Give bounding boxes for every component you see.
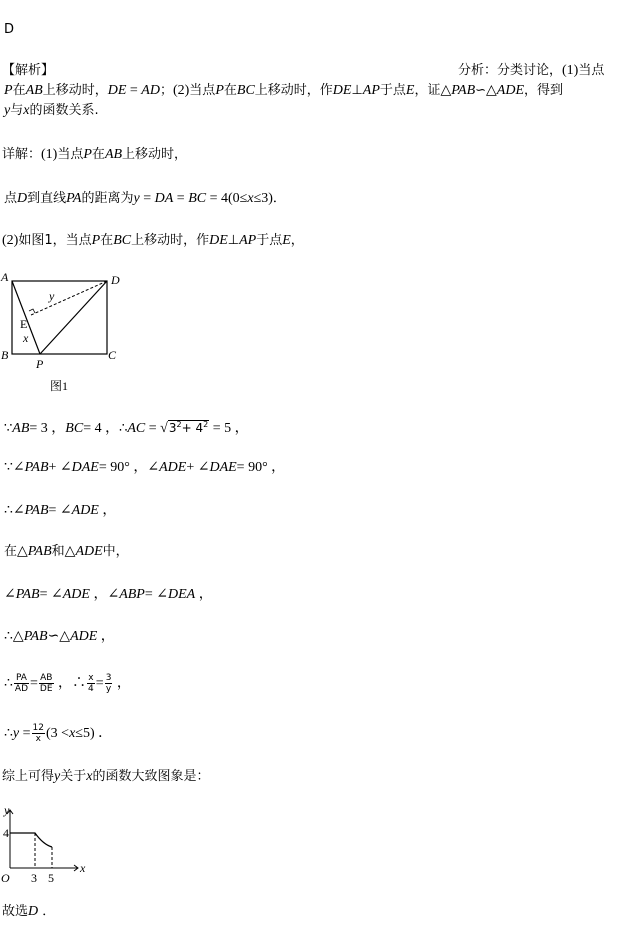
label-b: B [1,348,9,362]
analysis-line-3: y与x的函数关系. [4,103,99,118]
angle-line-1: ∵∠PAB+ ∠DAE= 90° ，∠ADE+ ∠DAE= 90° ， [4,460,286,475]
function-curve [10,833,52,847]
case2-line: (2)如图1，当点P在BC上移动时，作DE⊥AP于点E， [2,233,304,248]
equal-angles-line: ∠PAB= ∠ADE ，∠ABP= ∠DEA ， [4,587,213,602]
distance-line: 点D到直线PA的距离为y = DA = BC = 4(0≤x≤3)． [4,191,286,206]
label-y: y [49,289,55,303]
label-d: D [111,273,120,287]
graph-tick-5: 5 [48,871,54,885]
label-c: C [108,348,117,362]
graph-y-label: y [4,803,10,817]
summary-line: 综上可得y关于x的函数大致图象是： [2,769,210,784]
graph-tick-4: 4 [3,826,9,840]
ac-line: ∵AB= 3 ，BC= 4 ，∴AC = $√3^2+ 4^2 = 5$ ， [4,420,249,436]
final-answer: 故选D ． [2,904,56,919]
figure-1 [0,268,130,398]
ratio-line: ∴ $\frac{PA}{AD}$ = $\frac{AB}{DE}$ ，∴ $\frac{x}{4}$ = $\frac{3}{y}$ ， [4,673,131,694]
similar-line: ∴△PAB∽△ADE ， [4,629,115,644]
function-line: ∴y = $\frac{12}{x}$ (3 <x≤5) ． [4,723,113,744]
analysis-line-2: P在AB上移动时，DE = AD；(2)当点P在BC上移动时，作DE⊥AP于点E，证△PAB∽△ADE，得到 [4,83,564,98]
label-e: E [20,317,28,331]
right-angle-mark [29,309,35,313]
angle-line-2: ∴∠PAB= ∠ADE ， [4,503,117,518]
label-a: A [1,270,9,284]
graph-origin: O [1,871,10,885]
answer-letter: D [4,22,15,37]
graph-x-label: x [80,861,86,875]
segment-de [31,281,107,315]
label-p: P [36,357,44,371]
figure-caption: 图1 [50,379,69,393]
function-graph [0,800,100,890]
label-x: x [23,331,29,345]
detail-line: 详解：(1)当点P在AB上移动时， [2,147,188,162]
analysis-label: 【解析】 [2,63,55,78]
analysis-text: 分析：分类讨论，(1)当点 [458,63,605,78]
in-triangles-line: 在△PAB和△ADE中， [4,544,129,559]
graph-tick-3: 3 [31,871,37,885]
